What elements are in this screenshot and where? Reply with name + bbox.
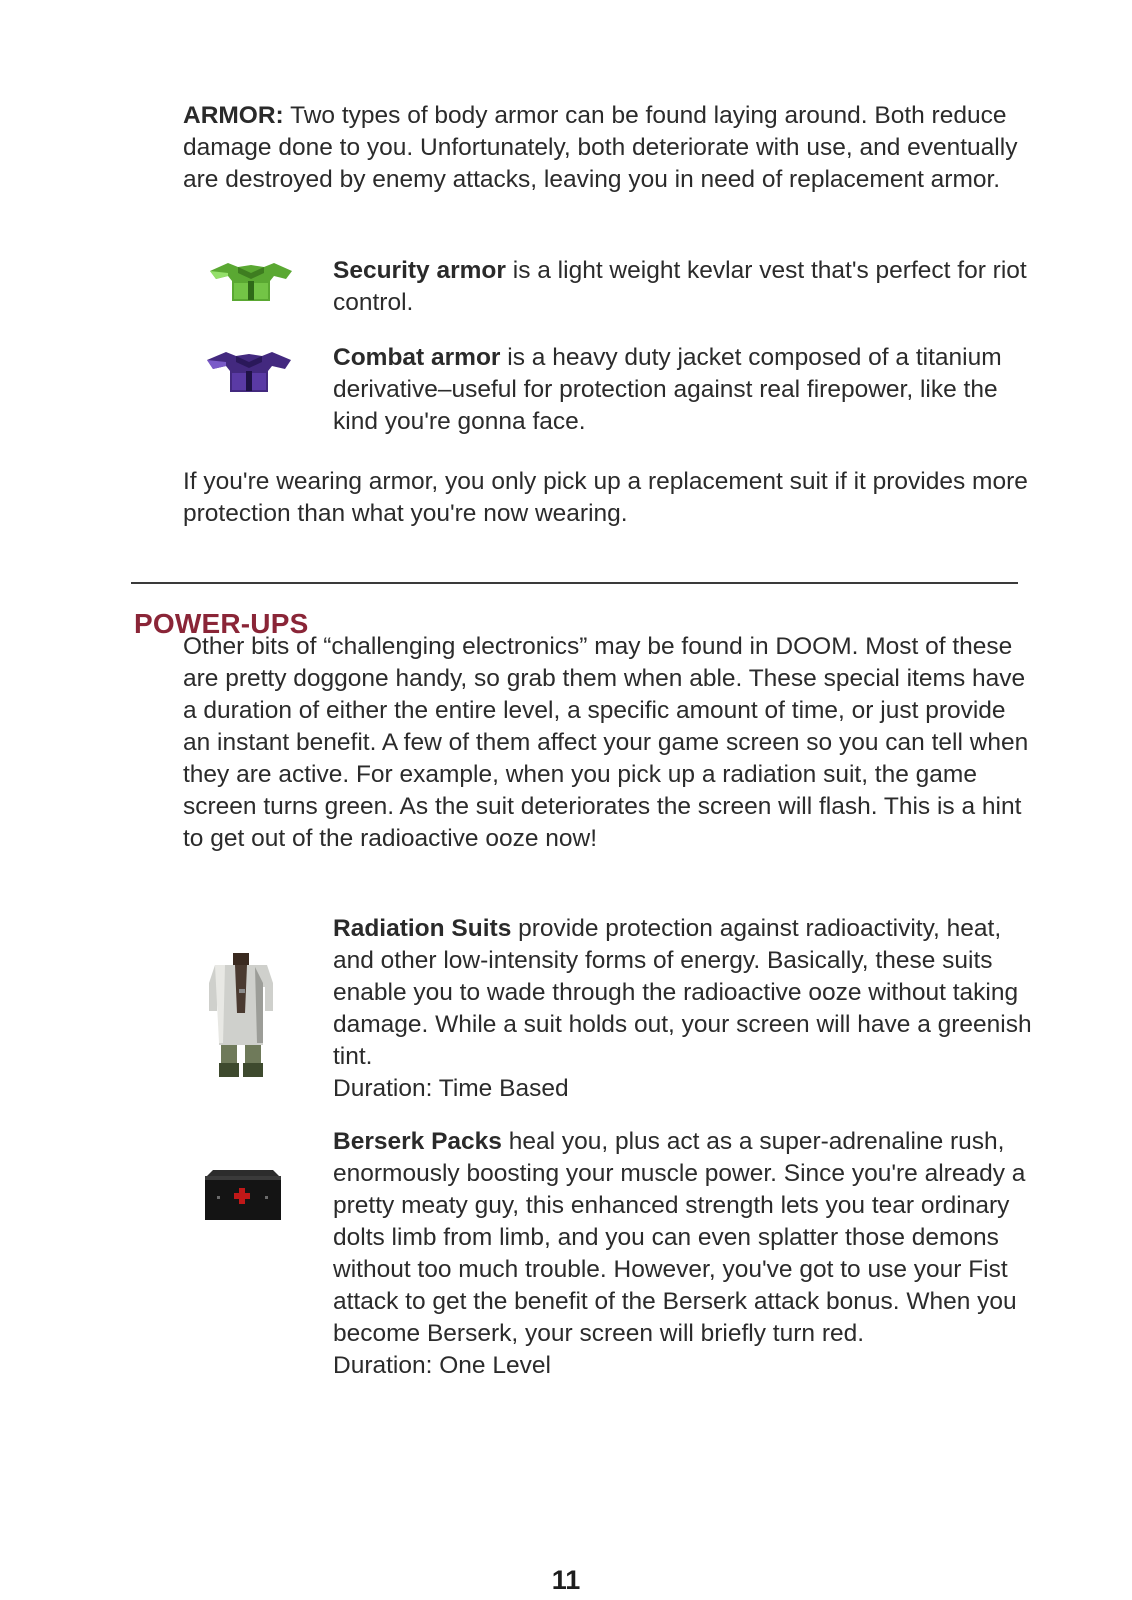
berserk-pack-duration: Duration: One Level: [333, 1352, 551, 1379]
security-armor-description: [333, 255, 1043, 319]
powerups-title: POWER-UPS: [134, 608, 309, 639]
armor-heading: ARMOR:: [183, 102, 284, 129]
blue-armor-icon: [205, 348, 293, 396]
berserk-pack-text: heal you, plus act as a super-adrenaline rush, enormously boosting your muscle power. Since you're already a pretty meaty guy, this enhanced strength lets you tear ordinary dolts limb from limb, and you can even splatter those demons without too much trouble. However, you've got to use your Fist attack to get the benefit of the Berserk attack bonus. When you become Berserk, your screen will briefly turn red.: [333, 1128, 1026, 1347]
armor-intro-text: Two types of body armor can be found laying around. Both reduce damage done to you. Unfortunately, both deteriorate with use, and eventually are destroyed by enemy attacks, leaving you in need of replacement armor.: [183, 102, 1018, 193]
berserk-pack-description: [333, 1126, 1043, 1382]
page-number: 11: [551, 1565, 581, 1595]
radiation-suit-description: [333, 913, 1043, 1105]
combat-armor-text: is a heavy duty jacket composed of a titanium derivative–useful for protection against real firepower, like the kind you're gonna face.: [333, 344, 1002, 435]
radiation-suit-text: provide protection against radioactivity, heat, and other low-intensity forms of energy. Basically, these suits enable you to wade through the radioactive ooze without taking damage. While a suit holds out, your screen will have a greenish tint.: [333, 915, 1032, 1070]
security-armor-name: Security armor: [333, 257, 506, 284]
berserk-pack-icon: [203, 1170, 283, 1222]
radiation-suit-duration: Duration: Time Based: [333, 1075, 569, 1102]
combat-armor-name: Combat armor: [333, 344, 501, 371]
armor-note-text: If you're wearing armor, you only pick up a replacement suit if it provides more protection than what you're now wearing.: [183, 468, 1028, 527]
radiation-suit-name: Radiation Suits: [333, 915, 512, 942]
combat-armor-description: [333, 342, 1043, 438]
berserk-pack-name: Berserk Packs: [333, 1128, 502, 1155]
armor-intro: [183, 100, 1033, 196]
green-armor-icon: [208, 259, 294, 305]
section-divider: [131, 582, 1018, 584]
powerups-intro-text: Other bits of “challenging electronics” may be found in DOOM. Most of these are pretty doggone handy, so grab them when able. These special items have a duration of either the entire level, a specific amount of time, or just provide an instant benefit. A few of them affect your game screen so you can tell when they are active. For example, when you pick up a radiation suit, the game screen turns green. As the suit deteriorates the screen will flash. This is a hint to get out of the radioactive ooze now!: [183, 633, 1029, 852]
security-armor-text: is a light weight kevlar vest that's perfect for riot control.: [333, 257, 1027, 316]
armor-note: [183, 466, 1033, 530]
powerups-intro: [183, 631, 1033, 855]
radiation-suit-icon: [205, 953, 277, 1079]
